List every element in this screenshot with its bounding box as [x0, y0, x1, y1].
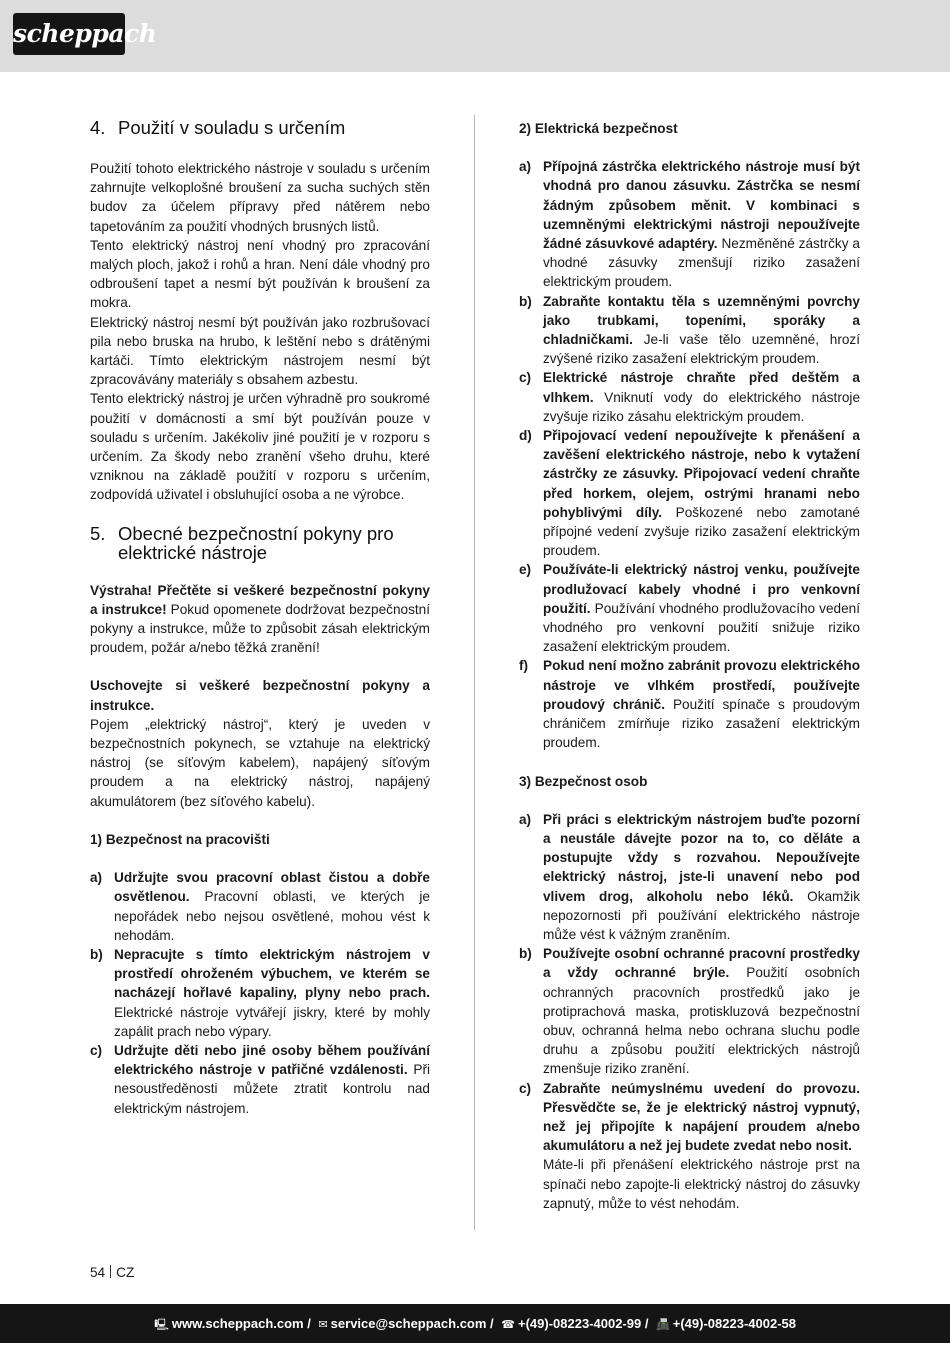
keep-instructions-bold: Uschovejte si veškeré bezpečnostní pokyny a instrukce. [90, 678, 430, 713]
item-text: Poškozené nebo zamotané přípojné vedení zvyšuje riziko zasažení elektrickým proudem. [543, 504, 860, 559]
list-letter: a) [519, 811, 532, 827]
list-letter: e) [519, 562, 532, 578]
list-letter: a) [90, 870, 103, 886]
item-text: Používání vhodného prodlužovacího vedení vhodného pro venkovní použití snižuje riziko zasažení elektrickým proudem. [543, 600, 860, 655]
list-item [519, 157, 860, 291]
workplace-safety-list [90, 868, 430, 1118]
scheppach-logo: scheppach [13, 13, 125, 55]
list-letter: d) [519, 428, 532, 444]
section-4-heading [90, 118, 430, 137]
list-item [519, 656, 860, 752]
email-link[interactable]: service@scheppach.com / [330, 1316, 494, 1331]
item-bold: Přípojná zástrčka elektrického nástroje musí být vhodná pro danou zásuvku. Zástrčka se nesmí žádným způsobem měnit. V kombinaci s uzemněnými elektrickými nástroji nepoužívejte žádné zásuvkové adaptéry. [543, 159, 860, 252]
list-letter: f) [519, 658, 529, 674]
item-bold: Zabraňte kontaktu těla s uzemněnými povrchy jako trubkami, topeními, sporáky a chladničkami. [543, 293, 860, 348]
list-letter: b) [519, 946, 532, 962]
list-item [519, 368, 860, 426]
item-bold: Udržujte svou pracovní oblast čistou a dobře osvětlenou. [114, 870, 430, 905]
section-4-title: Použití v souladu s určením [118, 117, 346, 138]
list-item [90, 1041, 430, 1118]
keep-instructions-heading [90, 676, 430, 714]
item-text: Elektrické nástroje vytvářejí jiskry, které by mohly zapálit prach nebo výpary. [114, 1004, 430, 1039]
language-code: CZ [116, 1265, 135, 1280]
item-text: Vniknutí vody do elektrického nástroje zvyšuje riziko zásahu elektrickým proudem. [543, 389, 860, 424]
page-number-footer [90, 1265, 134, 1280]
list-item [519, 944, 860, 1078]
paragraph: Použití tohoto elektrického nástroje v souladu s určením zahrnujte velkoplošné broušení za sucha suchých stěn budov za účelem přípravy před nátěrem nebo tapetováním za použití vhodných brusných listů. [90, 161, 430, 234]
list-item [519, 1079, 860, 1213]
section-4-number: 4. [90, 117, 106, 138]
item-bold: Udržujte děti nebo jiné osoby během používání elektrického nástroje v patřičné vzdálenosti. [114, 1042, 430, 1078]
list-letter: c) [90, 1042, 103, 1058]
item-bold: Připojovací vedení nepoužívejte k přenášení a zavěšení elektrického nástroje, nebo k vytažení zástrčky ze zásuvky. Připojovací vedení chraňte před horkem, olejem, ostrými hranami nebo pohyblivými díly. [543, 428, 860, 520]
paragraph: Tento elektrický nástroj je určen výhradně pro soukromé použití v domácnosti a smí být používán pouze v souladu s určením. Jakékoliv jiné použití je v rozporu s určením. Za škody nebo zranění všeho druhu, které vzniknou na základě použití v rozporu s určením, zodpovídá uživatel i obsluhující osoba a ne výrobce. [90, 391, 430, 503]
warning-bold: Výstraha! Přečtěte si veškeré bezpečnostní pokyny a instrukce! [90, 582, 430, 617]
contact-bar [0, 1304, 950, 1343]
item-text: Nezměněné zástrčky a vhodné zásuvky zmenšují riziko zasažení elektrickým proudem. [543, 236, 860, 290]
subsection-heading-2: 2) Elektrická bezpečnost [519, 121, 678, 136]
fax-icon: 📠 [656, 1319, 670, 1331]
warning-text: Pokud opomenete dodržovat bezpečnostní pokyny a instrukce, může to způsobit zásah elektrickým proudem, požár a/nebo těžká zranění! [90, 601, 430, 656]
list-item [90, 945, 430, 1041]
left-column [90, 116, 430, 1118]
item-text: Máte-li při přenášení elektrického nástroje prst na spínači nebo zapojte-li elektrický nástroj do zásuvky zapnutý, může to vést nehodám. [543, 1157, 860, 1211]
list-item [519, 292, 860, 369]
page-number: 54 [90, 1265, 106, 1280]
footer-separator [110, 1265, 111, 1278]
list-letter: a) [519, 159, 532, 175]
section-5-title: Obecné bezpečnostní pokyny pro elektrické nástroje [118, 522, 394, 563]
paragraph: Tento elektrický nástroj není vhodný pro zpracování malých ploch, jakož i rohů a hran. Není dále vhodný pro odbroušení tapet a nesmí být používán k broušení za mokra. [90, 237, 430, 311]
list-letter: c) [519, 370, 532, 386]
fax-number: +(49)-08223-4002-58 [672, 1316, 796, 1331]
item-bold: Používáte-li elektrický nástroj venku, používejte prodlužovací kabely vhodné i pro venkovní použití. [543, 562, 860, 616]
subsection-heading-1: 1) Bezpečnost na pracovišti [90, 831, 270, 847]
list-item [90, 868, 430, 945]
item-text: Pracovní oblasti, ve kterých je nepořádek nebo nejsou osvětlené, mohou vést k nehodám. [114, 889, 430, 943]
item-bold: Elektrické nástroje chraňte před deštěm a vlhkem. [543, 370, 860, 405]
right-column [519, 116, 860, 1213]
item-text: Je-li vaše tělo uzemněné, hrozí zvýšené riziko zasažení elektrickým proudem. [543, 332, 860, 367]
phone-icon: ☎ [501, 1319, 515, 1331]
list-letter: b) [519, 293, 532, 309]
item-bold: Při práci s elektrickým nástrojem buďte pozorní a neustále dávejte pozor na to, co děláte a postupujte vždy s rozvahou. Nepoužívejte elektrický nástroj, jste-li unavení nebo pod vlivem drog, alkoholu nebo léků. [543, 811, 860, 904]
item-text: Při nesoustředěnosti můžete ztratit kontrolu nad elektrickým nástrojem. [114, 1062, 431, 1116]
list-letter: b) [90, 946, 103, 962]
item-text: Použití osobních ochranných pracovních prostředků jako je protiprachová maska, protiskluzová bezpečnostní obuv, ochranná helma nebo ochrana sluchu podle druhu a způsobu použití elektrických nástrojů zmenšuje riziko zranění. [543, 965, 860, 1077]
column-divider [474, 115, 475, 1230]
item-bold: Zabraňte neúmyslnému uvedení do provozu. Přesvědčte se, že je elektrický nástroj vypnutý, než jej připojíte k napájení proudem a/nebo akumulátoru a než jej budete zvedat nebo nosit. [543, 1080, 860, 1154]
section-5-heading [90, 524, 430, 562]
website-link[interactable]: www.scheppach.com / [171, 1316, 311, 1331]
item-text: Použití spínače s proudovým chráničem zmírňuje riziko zasažení elektrickým proudem. [543, 696, 860, 751]
mail-icon: ✉ [318, 1319, 328, 1331]
section-5-number: 5. [90, 522, 106, 544]
warning-paragraph [90, 581, 430, 658]
computer-icon: 🖳 [154, 1319, 169, 1331]
item-bold: Pokud není možno zabránit provozu elektrického nástroje ve vlhkém prostředí, používejte proudový chránič. [543, 658, 860, 712]
phone-number: +(49)-08223-4002-99 / [517, 1316, 649, 1331]
personal-safety-list [519, 810, 860, 1213]
item-text: Okamžik nepozornosti při používání elektrického nástroje může vést k vážným zraněním. [543, 888, 860, 942]
electrical-safety-list [519, 157, 860, 752]
paragraph: Elektrický nástroj nesmí být používán jako rozbrušovací pila nebo bruska na hrubo, k leštění nebo s drátěnými kartáči. Tímto elektrickým nástrojem nesmí být zpracovávány materiály s obsahem azbestu. [90, 314, 430, 388]
list-item [519, 560, 860, 656]
page-header [0, 0, 950, 72]
item-bold: Nepracujte s tímto elektrickým nástrojem v prostředí ohroženém výbuchem, ve kterém se nacházejí hořlavé kapaliny, plyny nebo prach. [114, 946, 430, 1001]
paragraph: Pojem „elektrický nástroj“, který je uveden v bezpečnostních pokynech, se vztahuje na elektrický nástroj (se síťovým kabelem), napájený síťovým proudem a na elektrický nástroj, napájený akumulátorem (bez síťového kabelu). [90, 716, 430, 809]
list-item [519, 426, 860, 560]
list-item [519, 810, 860, 944]
item-bold: Používejte osobní ochranné pracovní prostředky a vždy ochranné brýle. [543, 946, 860, 981]
list-letter: c) [519, 1080, 532, 1096]
subsection-heading-3: 3) Bezpečnost osob [519, 773, 648, 789]
